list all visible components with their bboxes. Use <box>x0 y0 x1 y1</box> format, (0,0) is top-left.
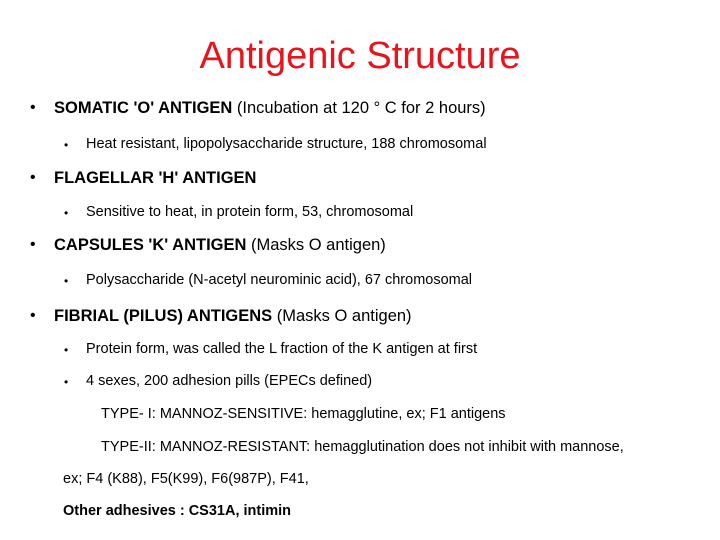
bullet-flagellar: • <box>30 169 36 186</box>
flagellar-item <box>54 167 256 189</box>
bullet-fibrial-detail-1: • <box>64 343 69 357</box>
capsules-item <box>54 234 386 256</box>
flagellar-detail: Sensitive to heat, in protein form, 53, chromosomal <box>86 204 414 220</box>
fibrial-item <box>54 305 412 327</box>
capsules-detail: Polysaccharide (N-acetyl neurominic acid), 67 chromosomal <box>86 272 473 288</box>
fibrial-type-2-continued: ex; F4 (K88), F5(K99), F6(987P), F41, <box>63 471 309 487</box>
capsules-heading: CAPSULES 'K' ANTIGEN <box>54 236 247 254</box>
fibrial-detail-2: 4 sexes, 200 adhesion pills (EPECs defined) <box>86 373 373 389</box>
somatic-detail: Heat resistant, lipopolysaccharide structure, 188 chromosomal <box>86 136 487 152</box>
bullet-fibrial-detail-2: • <box>64 375 69 389</box>
bullet-flagellar-detail: • <box>64 206 69 220</box>
somatic-note: (Incubation at 120 ° C for 2 hours) <box>232 99 486 117</box>
fibrial-type-1: TYPE- I: MANNOZ-SENSITIVE: hemagglutine, ex; F1 antigens <box>101 406 506 422</box>
fibrial-detail-1: Protein form, was called the L fraction of the K antigen at first <box>86 341 478 357</box>
capsules-note: (Masks O antigen) <box>246 236 386 254</box>
slide-title: Antigenic Structure <box>199 35 521 77</box>
bullet-somatic-detail: • <box>64 138 69 152</box>
fibrial-note: (Masks O antigen) <box>272 307 412 325</box>
other-adhesives: Other adhesives : CS31A, intimin <box>63 503 292 519</box>
fibrial-heading: FIBRIAL (PILUS) ANTIGENS <box>54 307 273 325</box>
bullet-capsules: • <box>30 236 36 253</box>
somatic-item <box>54 97 486 119</box>
bullet-fibrial: • <box>30 307 36 324</box>
flagellar-heading: FLAGELLAR 'H' ANTIGEN <box>54 169 257 187</box>
fibrial-type-2: TYPE-II: MANNOZ-RESISTANT: hemagglutination does not inhibit with mannose, <box>101 439 624 455</box>
bullet-somatic: • <box>30 99 36 116</box>
somatic-heading: SOMATIC 'O' ANTIGEN <box>54 99 233 117</box>
bullet-capsules-detail: • <box>64 274 69 288</box>
